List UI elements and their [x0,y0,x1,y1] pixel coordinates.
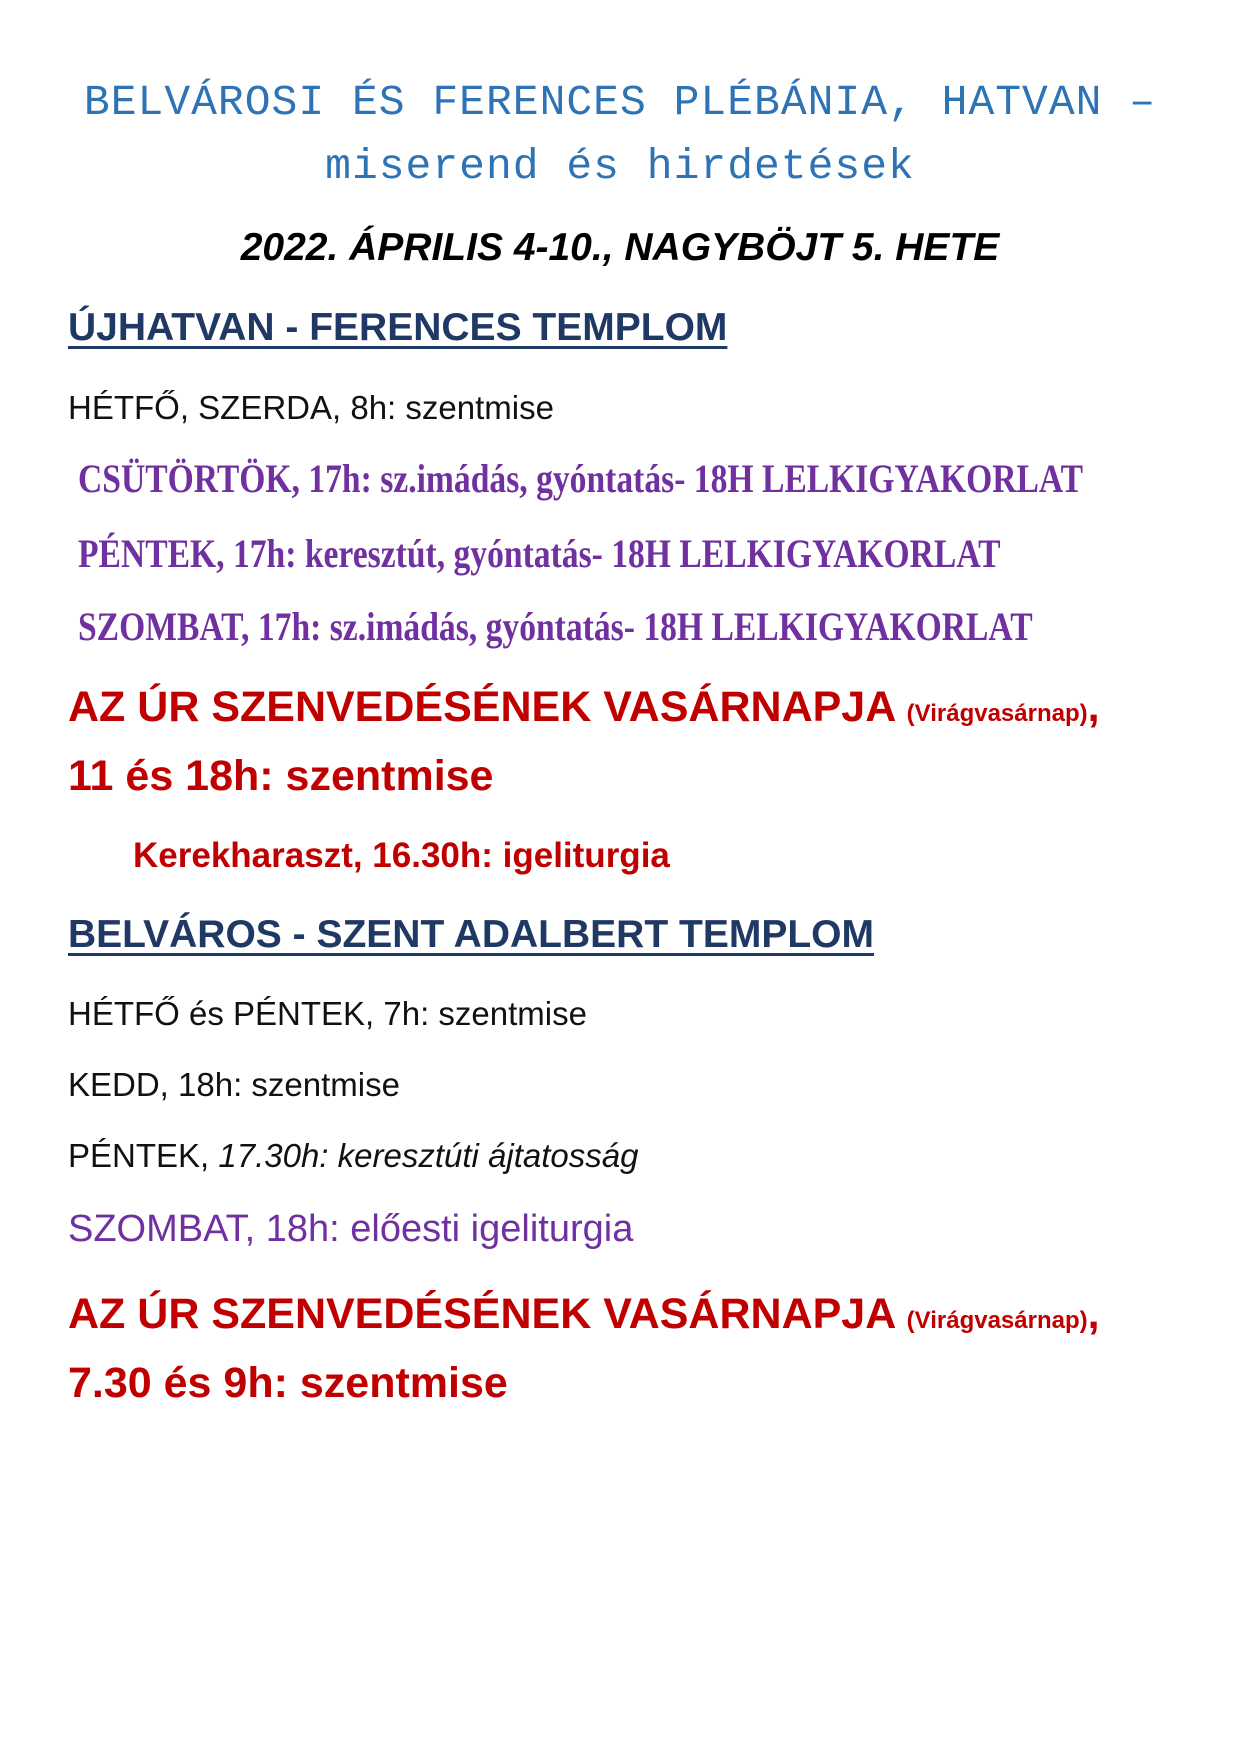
ujhatvan-saturday: SZOMBAT, 17h: sz.imádás, gyóntatás- 18H LELKIGYAKORLAT [78,604,1033,649]
week-heading: 2022. ÁPRILIS 4-10., NAGYBÖJT 5. HETE [240,226,1000,269]
belvaros-church-heading: BELVÁROS - SZENT ADALBERT TEMPLOM [68,913,874,956]
belvaros-sunday-times: 7.30 és 9h: szentmise [68,1359,508,1407]
belvaros-sunday-title: AZ ÚR SZENVEDÉSÉNEK VASÁRNAPJA (Virágvasárnap), [68,1290,1100,1338]
belvaros-tuesday: KEDD, 18h: szentmise [68,1066,400,1103]
belvaros-friday: PÉNTEK, 17.30h: keresztúti ájtatosság [68,1137,639,1174]
ujhatvan-sunday-times: 11 és 18h: szentmise [68,752,494,800]
ujhatvan-sunday-title: AZ ÚR SZENVEDÉSÉNEK VASÁRNAPJA (Virágvasárnap), [68,683,1100,731]
ujhatvan-friday: PÉNTEK, 17h: keresztút, gyóntatás- 18H LELKIGYAKORLAT [78,531,1001,576]
ujhatvan-church-heading: ÚJHATVAN - FERENCES TEMPLOM [68,306,728,349]
palm-sunday-note: (Virágvasárnap) [906,1307,1088,1334]
belvaros-saturday: SZOMBAT, 18h: előesti igeliturgia [68,1208,634,1250]
palm-sunday-note: (Virágvasárnap) [906,700,1088,727]
belvaros-monday-friday: HÉTFŐ és PÉNTEK, 7h: szentmise [68,995,587,1032]
ujhatvan-monday-wednesday: HÉTFŐ, SZERDA, 8h: szentmise [68,389,554,426]
parish-title: BELVÁROSI ÉS FERENCES PLÉBÁNIA, HATVAN – [83,78,1157,127]
ujhatvan-thursday: CSÜTÖRTÖK, 17h: sz.imádás, gyóntatás- 18H LELKIGYAKORLAT [78,456,1084,501]
kerekharaszt-line: Kerekharaszt, 16.30h: igeliturgia [133,836,670,875]
parish-subtitle: miserend és hirdetések [325,142,915,191]
